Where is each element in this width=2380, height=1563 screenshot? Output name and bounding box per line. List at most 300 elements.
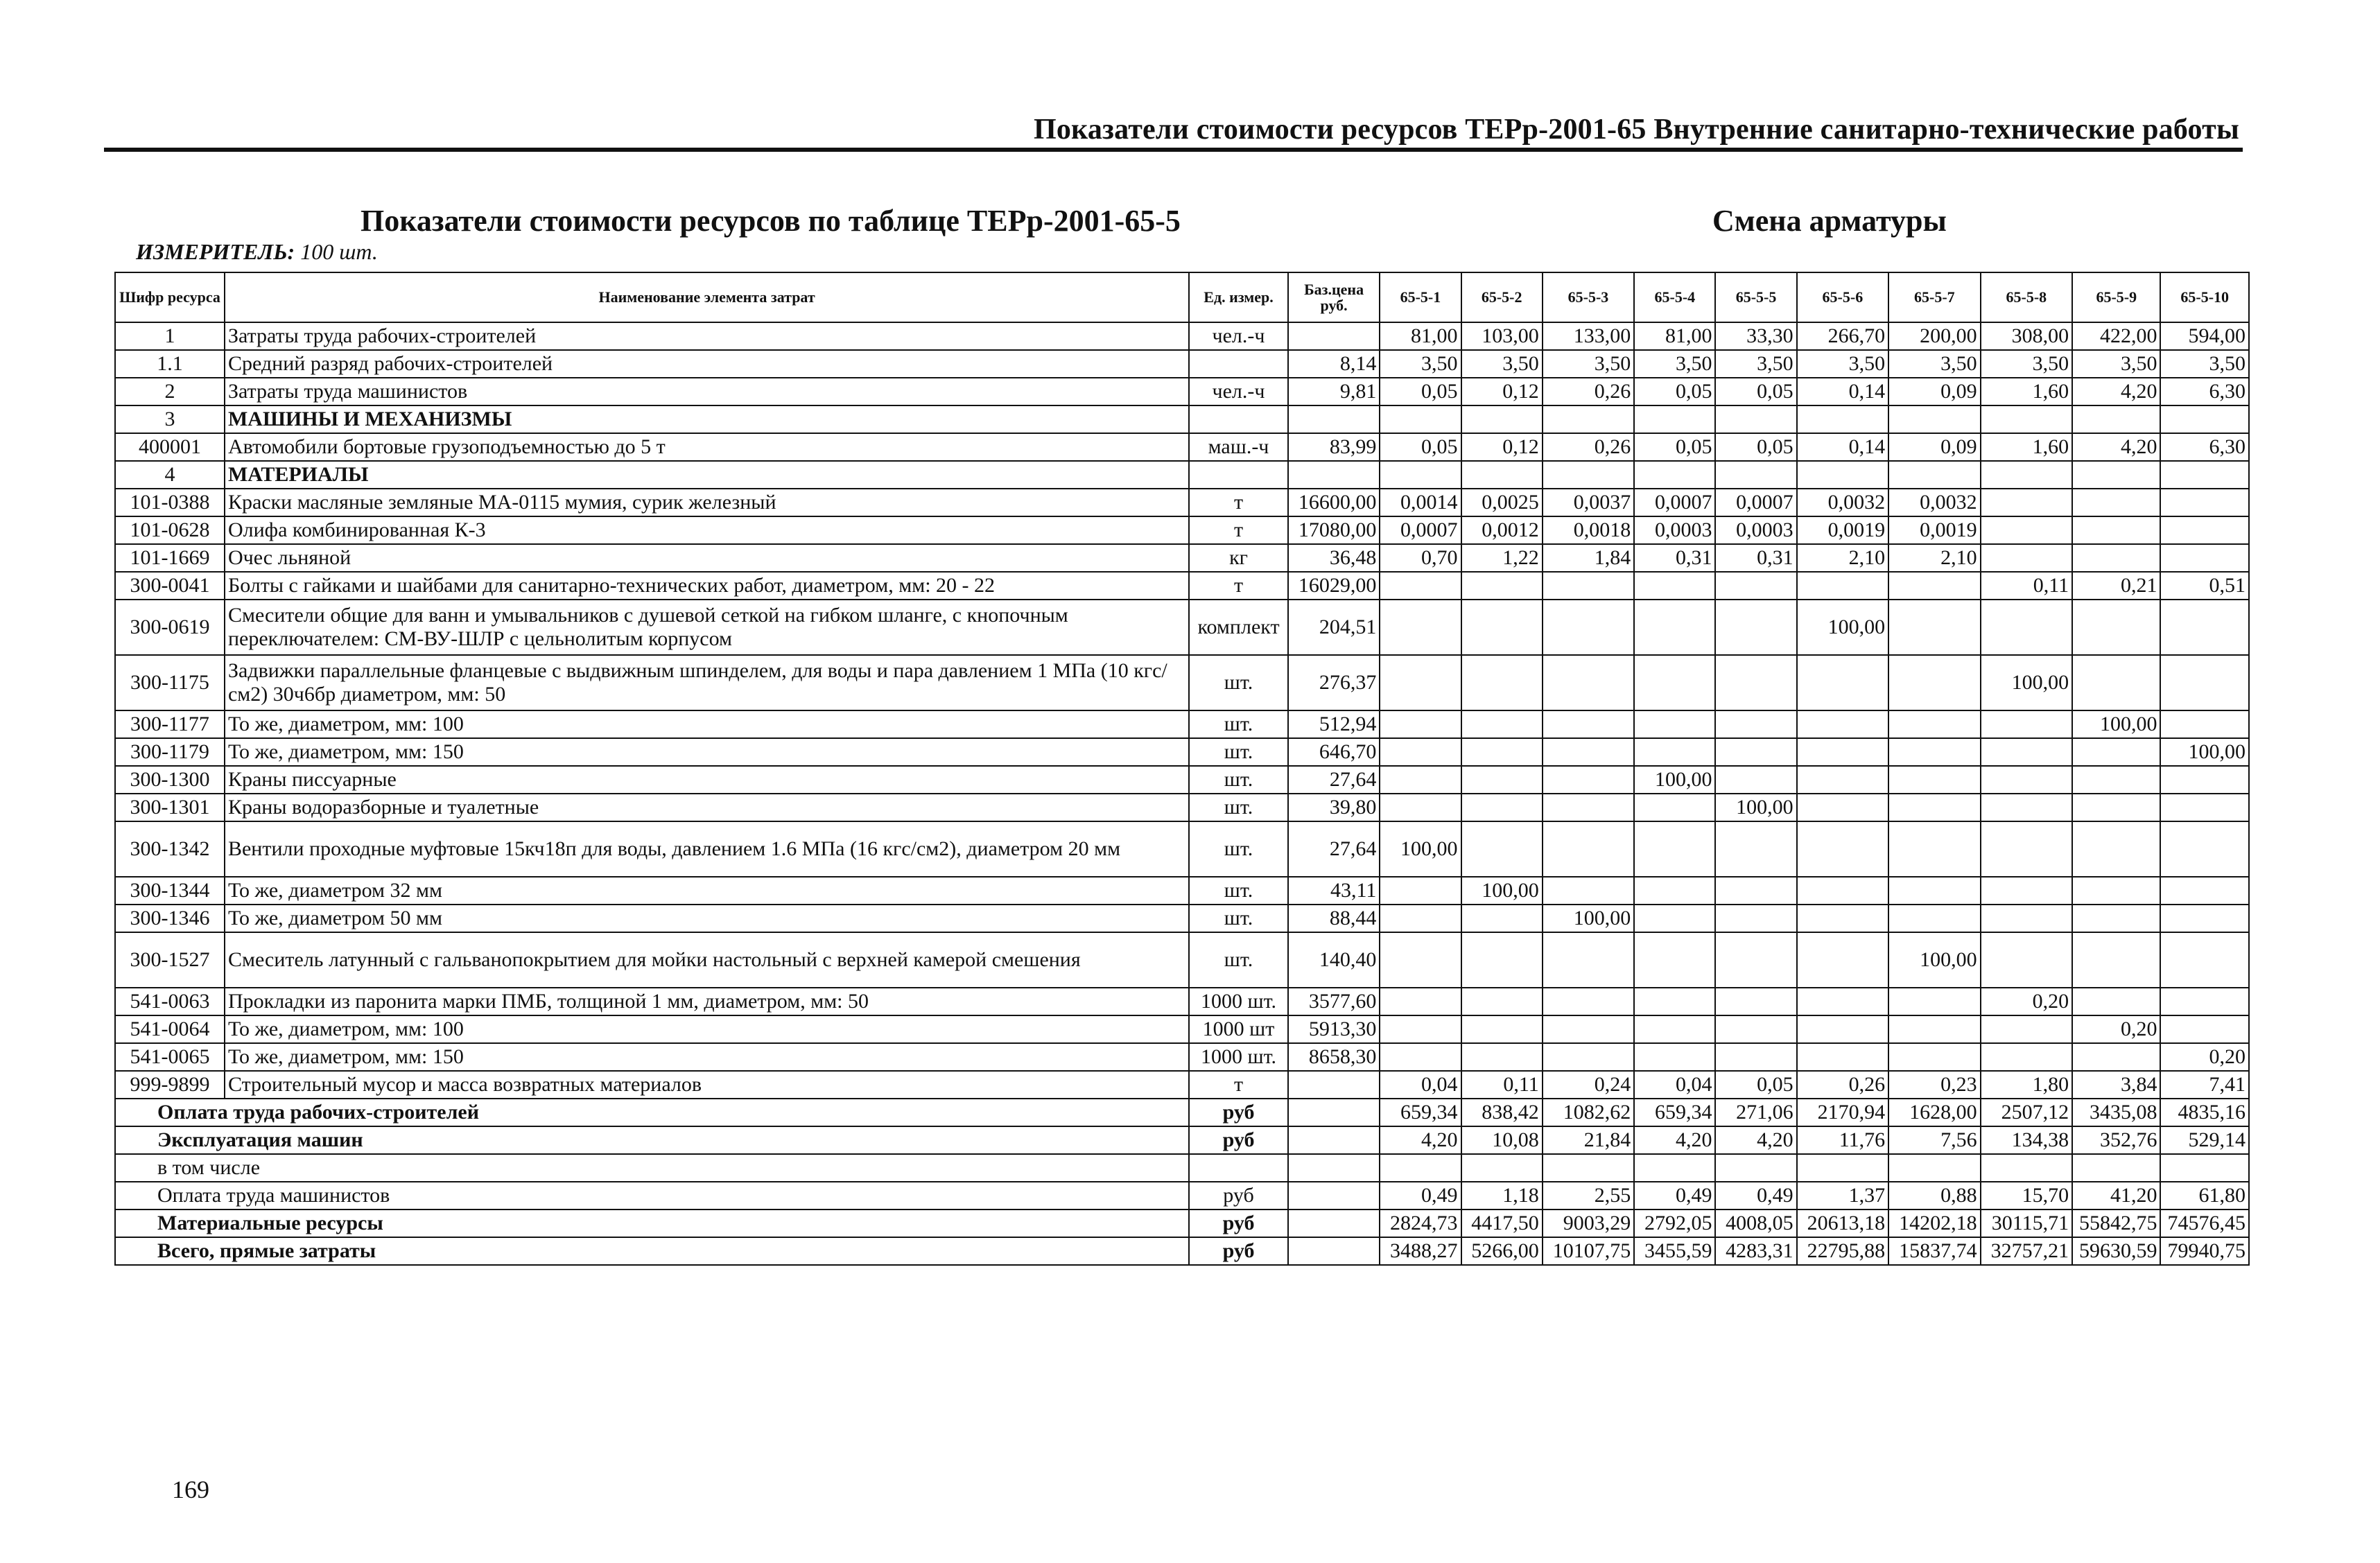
table-row: [115, 489, 2249, 516]
resource-value: [1461, 405, 1543, 433]
resource-name: Средний разряд рабочих-строителей: [225, 350, 1189, 378]
resource-value: [1543, 655, 1634, 710]
resource-value: [1380, 405, 1461, 433]
resource-value: 0,0025: [1461, 489, 1543, 516]
col-header-name: Наименование элемента затрат: [225, 272, 1189, 322]
table-row: [115, 794, 2249, 821]
resource-name: Задвижки параллельные фланцевые с выдвижным шпинделем, для воды и пара давлением 1 МПа (10 кгс/см2) 30ч6бр диаметром, мм: 50: [225, 655, 1189, 710]
resource-value: [2072, 600, 2160, 655]
resource-value: [2072, 905, 2160, 932]
resource-value: 100,00: [2072, 710, 2160, 738]
resource-value: [1634, 572, 1715, 600]
table-row: [115, 655, 2249, 710]
summary-value: 659,34: [1634, 1099, 1715, 1126]
table-section-row: [115, 461, 2249, 489]
resource-value: 0,20: [2072, 1015, 2160, 1043]
resource-value: 0,12: [1461, 378, 1543, 405]
resource-name: Вентили проходные муфтовые 15кч18п для воды, давлением 1.6 МПа (16 кгс/см2), диаметром 20 мм: [225, 821, 1189, 877]
resource-name: МАШИНЫ И МЕХАНИЗМЫ: [225, 405, 1189, 433]
resource-value: 0,0007: [1380, 516, 1461, 544]
resource-code: 300-1179: [115, 738, 225, 766]
table-row: [115, 738, 2249, 766]
resource-value: 0,26: [1543, 433, 1634, 461]
resource-value: [1634, 738, 1715, 766]
summary-value: [1797, 1154, 1888, 1182]
summary-value: 2824,73: [1380, 1210, 1461, 1237]
table-row: [115, 544, 2249, 572]
resource-value: 0,12: [1461, 433, 1543, 461]
resource-value: 0,0019: [1797, 516, 1888, 544]
resource-value: 0,05: [1634, 378, 1715, 405]
resource-value: 0,0037: [1543, 489, 1634, 516]
summary-row: [115, 1237, 2249, 1265]
resource-name: Затраты труда рабочих-строителей: [225, 322, 1189, 350]
summary-value: [1380, 1154, 1461, 1182]
col-header-item: 65-5-8: [1981, 272, 2072, 322]
resource-value: [1634, 821, 1715, 877]
col-header-item: 65-5-6: [1797, 272, 1888, 322]
resource-price: 8658,30: [1288, 1043, 1380, 1071]
resource-value: [1888, 1043, 1980, 1071]
resource-value: [1715, 905, 1796, 932]
resource-value: 0,26: [1797, 1071, 1888, 1099]
resource-value: 1,60: [1981, 433, 2072, 461]
resource-value: 1,22: [1461, 544, 1543, 572]
resource-name: То же, диаметром, мм: 150: [225, 738, 1189, 766]
resource-value: [1461, 932, 1543, 988]
resource-value: [1715, 988, 1796, 1015]
resource-value: 100,00: [1543, 905, 1634, 932]
resource-value: [1981, 489, 2072, 516]
measure-label: ИЗМЕРИТЕЛЬ:: [136, 239, 295, 264]
resource-value: [1981, 932, 2072, 988]
summary-value: 2507,12: [1981, 1099, 2072, 1126]
resource-value: [2072, 988, 2160, 1015]
resource-value: [1715, 405, 1796, 433]
resource-value: [2160, 600, 2249, 655]
summary-price: [1288, 1099, 1380, 1126]
resource-value: 0,09: [1888, 433, 1980, 461]
resource-code: 300-1346: [115, 905, 225, 932]
resource-value: [2160, 794, 2249, 821]
summary-value: 1,18: [1461, 1182, 1543, 1210]
resource-value: 0,05: [1380, 378, 1461, 405]
resource-value: [1888, 738, 1980, 766]
resource-value: [1634, 932, 1715, 988]
summary-value: 74576,45: [2160, 1210, 2249, 1237]
summary-value: 2170,94: [1797, 1099, 1888, 1126]
summary-value: 55842,75: [2072, 1210, 2160, 1237]
resource-value: 266,70: [1797, 322, 1888, 350]
resource-unit: [1189, 461, 1288, 489]
resource-value: [1543, 821, 1634, 877]
summary-value: 529,14: [2160, 1126, 2249, 1154]
resource-unit: [1189, 405, 1288, 433]
table-row: [115, 600, 2249, 655]
resource-value: 0,14: [1797, 433, 1888, 461]
resource-value: [1981, 600, 2072, 655]
resource-value: [1981, 710, 2072, 738]
resource-name: То же, диаметром, мм: 150: [225, 1043, 1189, 1071]
resource-value: 100,00: [1715, 794, 1796, 821]
summary-value: 0,88: [1888, 1182, 1980, 1210]
resource-unit: чел.-ч: [1189, 378, 1288, 405]
resource-code: 541-0065: [115, 1043, 225, 1071]
resource-unit: т: [1189, 1071, 1288, 1099]
resource-value: [1981, 766, 2072, 794]
resource-price: 36,48: [1288, 544, 1380, 572]
summary-value: 2,55: [1543, 1182, 1634, 1210]
resource-value: [1888, 877, 1980, 905]
resource-value: 0,51: [2160, 572, 2249, 600]
resource-value: 81,00: [1634, 322, 1715, 350]
summary-value: 10,08: [1461, 1126, 1543, 1154]
summary-value: 4,20: [1634, 1126, 1715, 1154]
resource-value: [1888, 821, 1980, 877]
resource-value: 100,00: [1634, 766, 1715, 794]
resource-value: [1543, 738, 1634, 766]
resource-value: [1797, 766, 1888, 794]
summary-value: 79940,75: [2160, 1237, 2249, 1265]
resource-value: [1797, 1015, 1888, 1043]
resource-value: [1797, 710, 1888, 738]
resource-value: 0,0012: [1461, 516, 1543, 544]
resource-value: 0,0007: [1634, 489, 1715, 516]
resource-price: 8,14: [1288, 350, 1380, 378]
resource-price: 17080,00: [1288, 516, 1380, 544]
table-row: [115, 322, 2249, 350]
summary-value: 2792,05: [1634, 1210, 1715, 1237]
summary-label: Всего, прямые затраты: [115, 1237, 1189, 1265]
resource-value: [1797, 738, 1888, 766]
resource-value: [2072, 766, 2160, 794]
resource-value: [2160, 544, 2249, 572]
summary-value: 15837,74: [1888, 1237, 1980, 1265]
resource-value: [1797, 905, 1888, 932]
resource-value: 594,00: [2160, 322, 2249, 350]
resource-unit: шт.: [1189, 794, 1288, 821]
summary-value: 59630,59: [2072, 1237, 2160, 1265]
summary-value: 3435,08: [2072, 1099, 2160, 1126]
resource-value: [2160, 988, 2249, 1015]
resource-price: 39,80: [1288, 794, 1380, 821]
resource-code: 300-1342: [115, 821, 225, 877]
running-header: Показатели стоимости ресурсов ТЕРр-2001-65 Внутренние санитарно-технические работы: [1033, 114, 2239, 146]
summary-value: 30115,71: [1981, 1210, 2072, 1237]
resource-value: [1981, 794, 2072, 821]
resource-value: [1981, 461, 2072, 489]
resource-value: 3,50: [1888, 350, 1980, 378]
table-row: [115, 1015, 2249, 1043]
summary-value: 0,49: [1634, 1182, 1715, 1210]
resource-code: 300-1527: [115, 932, 225, 988]
resource-code: 101-0388: [115, 489, 225, 516]
summary-row: [115, 1099, 2249, 1126]
summary-value: 10107,75: [1543, 1237, 1634, 1265]
resource-value: 33,30: [1715, 322, 1796, 350]
resource-value: 0,05: [1715, 433, 1796, 461]
resource-unit: чел.-ч: [1189, 322, 1288, 350]
resource-value: [2072, 461, 2160, 489]
resource-value: [1981, 1043, 2072, 1071]
summary-value: 3488,27: [1380, 1237, 1461, 1265]
resource-value: 0,09: [1888, 378, 1980, 405]
summary-unit: [1189, 1154, 1288, 1182]
resource-value: 3,84: [2072, 1071, 2160, 1099]
resource-value: [1380, 988, 1461, 1015]
resource-value: [1715, 600, 1796, 655]
resource-value: 200,00: [1888, 322, 1980, 350]
summary-value: 11,76: [1797, 1126, 1888, 1154]
summary-price: [1288, 1237, 1380, 1265]
resource-value: [2160, 655, 2249, 710]
resource-value: 1,60: [1981, 378, 2072, 405]
summary-row: [115, 1210, 2249, 1237]
resource-value: [1888, 1015, 1980, 1043]
resource-value: 103,00: [1461, 322, 1543, 350]
resource-value: 100,00: [2160, 738, 2249, 766]
summary-value: 14202,18: [1888, 1210, 1980, 1237]
resource-value: [1634, 600, 1715, 655]
table-row: [115, 877, 2249, 905]
resource-code: 300-1300: [115, 766, 225, 794]
resource-value: [1634, 655, 1715, 710]
resource-value: [1981, 905, 2072, 932]
resource-value: [1634, 877, 1715, 905]
resource-value: [1888, 988, 1980, 1015]
resource-value: [1461, 600, 1543, 655]
resource-unit: шт.: [1189, 655, 1288, 710]
summary-value: 4417,50: [1461, 1210, 1543, 1237]
resource-value: 2,10: [1797, 544, 1888, 572]
resource-price: [1288, 322, 1380, 350]
resource-value: [1715, 572, 1796, 600]
summary-value: 659,34: [1380, 1099, 1461, 1126]
resource-value: 1,84: [1543, 544, 1634, 572]
table-row: [115, 572, 2249, 600]
summary-value: 21,84: [1543, 1126, 1634, 1154]
resource-value: [1634, 710, 1715, 738]
resource-value: [1543, 794, 1634, 821]
resource-price: 16029,00: [1288, 572, 1380, 600]
resource-value: 422,00: [2072, 322, 2160, 350]
resource-table: [114, 272, 2250, 1266]
resource-name: МАТЕРИАЛЫ: [225, 461, 1189, 489]
resource-value: [1797, 821, 1888, 877]
resource-value: [1461, 905, 1543, 932]
summary-label: Материальные ресурсы: [115, 1210, 1189, 1237]
resource-value: [1797, 988, 1888, 1015]
resource-value: [2160, 877, 2249, 905]
summary-value: 4,20: [1715, 1126, 1796, 1154]
resource-unit: т: [1189, 572, 1288, 600]
resource-value: [1543, 405, 1634, 433]
table-row: [115, 988, 2249, 1015]
resource-value: 100,00: [1380, 821, 1461, 877]
resource-name: Очес льняной: [225, 544, 1189, 572]
resource-price: 512,94: [1288, 710, 1380, 738]
resource-name: Смеситель латунный с гальванопокрытием для мойки настольный с верхней камерой смешения: [225, 932, 1189, 988]
resource-value: [1543, 766, 1634, 794]
resource-price: 3577,60: [1288, 988, 1380, 1015]
resource-value: 100,00: [1797, 600, 1888, 655]
summary-unit: руб: [1189, 1126, 1288, 1154]
resource-value: 0,0032: [1797, 489, 1888, 516]
col-header-item: 65-5-10: [2160, 272, 2249, 322]
resource-price: 88,44: [1288, 905, 1380, 932]
summary-price: [1288, 1210, 1380, 1237]
resource-value: 6,30: [2160, 378, 2249, 405]
summary-value: 134,38: [1981, 1126, 2072, 1154]
resource-value: [1888, 572, 1980, 600]
summary-row: [115, 1126, 2249, 1154]
resource-code: 4: [115, 461, 225, 489]
resource-code: 2: [115, 378, 225, 405]
summary-value: 1,37: [1797, 1182, 1888, 1210]
resource-value: [1797, 932, 1888, 988]
resource-value: [1715, 710, 1796, 738]
resource-name: Строительный мусор и масса возвратных материалов: [225, 1071, 1189, 1099]
resource-value: [2160, 489, 2249, 516]
summary-value: [1981, 1154, 2072, 1182]
resource-name: Болты с гайками и шайбами для санитарно-технических работ, диаметром, мм: 20 - 22: [225, 572, 1189, 600]
summary-row: [115, 1154, 2249, 1182]
resource-value: [1380, 794, 1461, 821]
table-row: [115, 932, 2249, 988]
resource-name: Затраты труда машинистов: [225, 378, 1189, 405]
resource-value: [1888, 655, 1980, 710]
resource-value: [2160, 405, 2249, 433]
resource-value: [1461, 821, 1543, 877]
summary-value: 20613,18: [1797, 1210, 1888, 1237]
resource-value: 3,50: [1543, 350, 1634, 378]
resource-value: [1797, 461, 1888, 489]
resource-value: [1543, 710, 1634, 738]
resource-value: [2160, 766, 2249, 794]
resource-value: [1461, 655, 1543, 710]
resource-value: [2072, 794, 2160, 821]
resource-value: [1715, 766, 1796, 794]
table-row: [115, 710, 2249, 738]
resource-value: [1543, 1043, 1634, 1071]
resource-value: [1888, 710, 1980, 738]
summary-row: [115, 1182, 2249, 1210]
resource-name: То же, диаметром 50 мм: [225, 905, 1189, 932]
resource-value: [2160, 516, 2249, 544]
resource-value: 0,04: [1634, 1071, 1715, 1099]
resource-value: [1715, 655, 1796, 710]
summary-value: 9003,29: [1543, 1210, 1634, 1237]
resource-price: 5913,30: [1288, 1015, 1380, 1043]
resource-price: 27,64: [1288, 766, 1380, 794]
table-row: [115, 1071, 2249, 1099]
resource-code: 1.1: [115, 350, 225, 378]
summary-price: [1288, 1154, 1380, 1182]
table-row: [115, 350, 2249, 378]
resource-value: 0,31: [1634, 544, 1715, 572]
resource-value: 0,23: [1888, 1071, 1980, 1099]
summary-value: 4008,05: [1715, 1210, 1796, 1237]
summary-value: 4,20: [1380, 1126, 1461, 1154]
resource-value: [2160, 461, 2249, 489]
col-header-item: 65-5-2: [1461, 272, 1543, 322]
summary-label: Эксплуатация машин: [115, 1126, 1189, 1154]
resource-value: 100,00: [1888, 932, 1980, 988]
resource-price: [1288, 461, 1380, 489]
col-header-item: 65-5-7: [1888, 272, 1980, 322]
resource-price: 43,11: [1288, 877, 1380, 905]
resource-code: 101-0628: [115, 516, 225, 544]
resource-name: Прокладки из паронита марки ПМБ, толщиной 1 мм, диаметром, мм: 50: [225, 988, 1189, 1015]
summary-price: [1288, 1126, 1380, 1154]
resource-value: [1715, 821, 1796, 877]
summary-value: 41,20: [2072, 1182, 2160, 1210]
resource-value: [1380, 738, 1461, 766]
resource-value: 0,21: [2072, 572, 2160, 600]
resource-value: 0,0018: [1543, 516, 1634, 544]
resource-price: 646,70: [1288, 738, 1380, 766]
resource-value: [1981, 544, 2072, 572]
resource-name: Олифа комбинированная К-3: [225, 516, 1189, 544]
resource-price: [1288, 1071, 1380, 1099]
resource-unit: т: [1189, 516, 1288, 544]
resource-value: [2160, 905, 2249, 932]
resource-unit: шт.: [1189, 821, 1288, 877]
resource-value: 0,0003: [1634, 516, 1715, 544]
resource-unit: шт.: [1189, 877, 1288, 905]
resource-value: 0,26: [1543, 378, 1634, 405]
resource-value: [1543, 988, 1634, 1015]
header-row: [115, 272, 2249, 322]
resource-value: 0,31: [1715, 544, 1796, 572]
table-row: [115, 905, 2249, 932]
resource-value: 0,14: [1797, 378, 1888, 405]
resource-code: 300-1177: [115, 710, 225, 738]
resource-code: 300-1301: [115, 794, 225, 821]
table-body: [115, 322, 2249, 1265]
resource-value: 4,20: [2072, 378, 2160, 405]
resource-value: [1380, 905, 1461, 932]
measure-value: 100 шт.: [300, 239, 378, 264]
summary-value: 1628,00: [1888, 1099, 1980, 1126]
resource-value: [1380, 932, 1461, 988]
resource-value: 0,11: [1461, 1071, 1543, 1099]
resource-code: 101-1669: [115, 544, 225, 572]
resource-value: 0,70: [1380, 544, 1461, 572]
resource-value: [2072, 821, 2160, 877]
resource-value: 100,00: [1981, 655, 2072, 710]
resource-value: [1461, 710, 1543, 738]
resource-unit: т: [1189, 489, 1288, 516]
resource-unit: 1000 шт.: [1189, 1043, 1288, 1071]
resource-value: [2160, 710, 2249, 738]
resource-value: [2160, 1015, 2249, 1043]
resource-value: [1634, 988, 1715, 1015]
resource-value: [1797, 877, 1888, 905]
resource-name: Краны водоразборные и туалетные: [225, 794, 1189, 821]
resource-value: [1461, 1015, 1543, 1043]
resource-price: 9,81: [1288, 378, 1380, 405]
resource-value: [2072, 489, 2160, 516]
resource-value: [1634, 905, 1715, 932]
resource-unit: шт.: [1189, 766, 1288, 794]
table-row: [115, 433, 2249, 461]
resource-value: [1380, 1015, 1461, 1043]
resource-value: [1461, 461, 1543, 489]
resource-value: 0,05: [1380, 433, 1461, 461]
resource-value: [1380, 710, 1461, 738]
resource-price: 16600,00: [1288, 489, 1380, 516]
